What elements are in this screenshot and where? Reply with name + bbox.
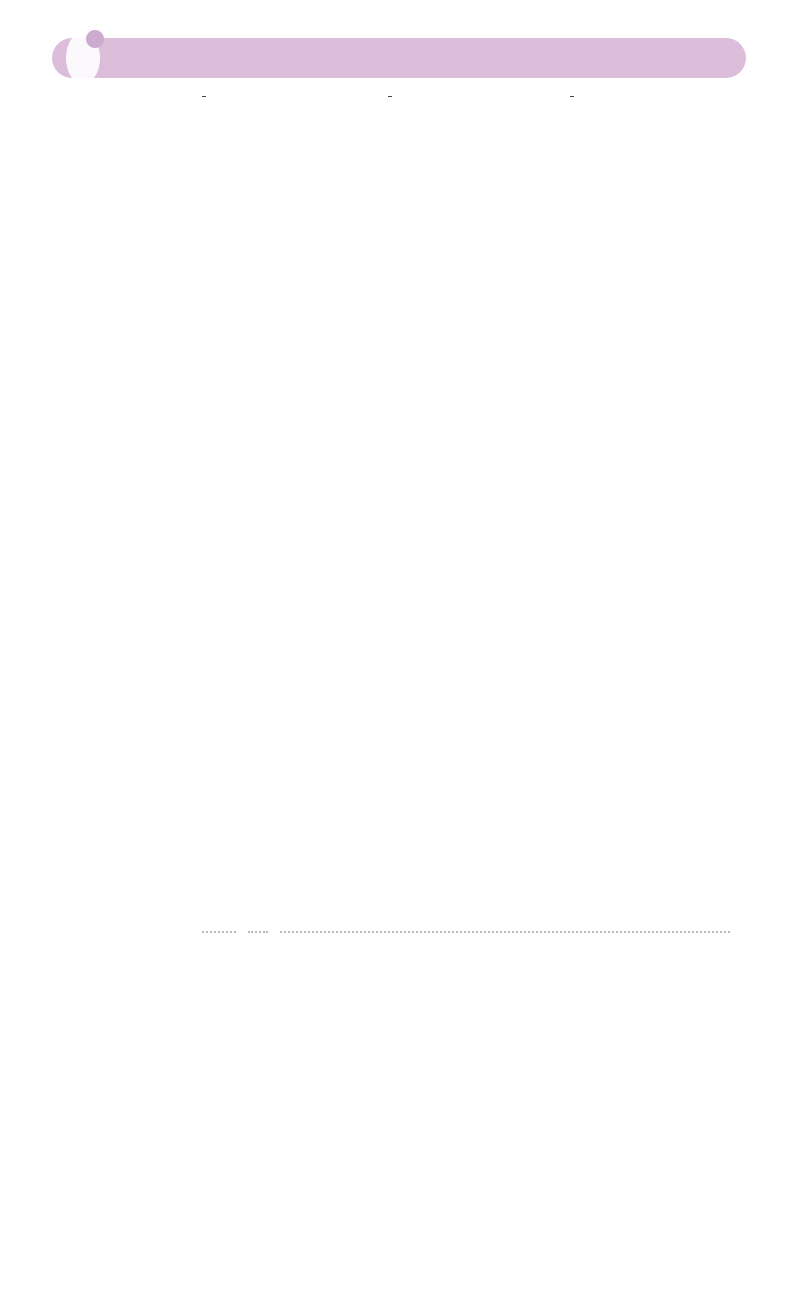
section-title <box>96 43 97 73</box>
dotted-leader <box>280 931 730 933</box>
service-3-leader <box>570 94 574 97</box>
sermon-row <box>62 916 736 944</box>
section-header-bar <box>52 38 746 78</box>
decorative-dot-icon <box>86 30 104 48</box>
dotted-leader <box>202 931 236 933</box>
service-3 <box>570 94 574 101</box>
service-2-leader <box>388 94 392 97</box>
worship-leaders <box>86 92 746 148</box>
service-2 <box>388 94 392 101</box>
service-1-leader <box>202 94 206 97</box>
service-1 <box>202 94 206 101</box>
dotted-leader <box>248 931 268 933</box>
